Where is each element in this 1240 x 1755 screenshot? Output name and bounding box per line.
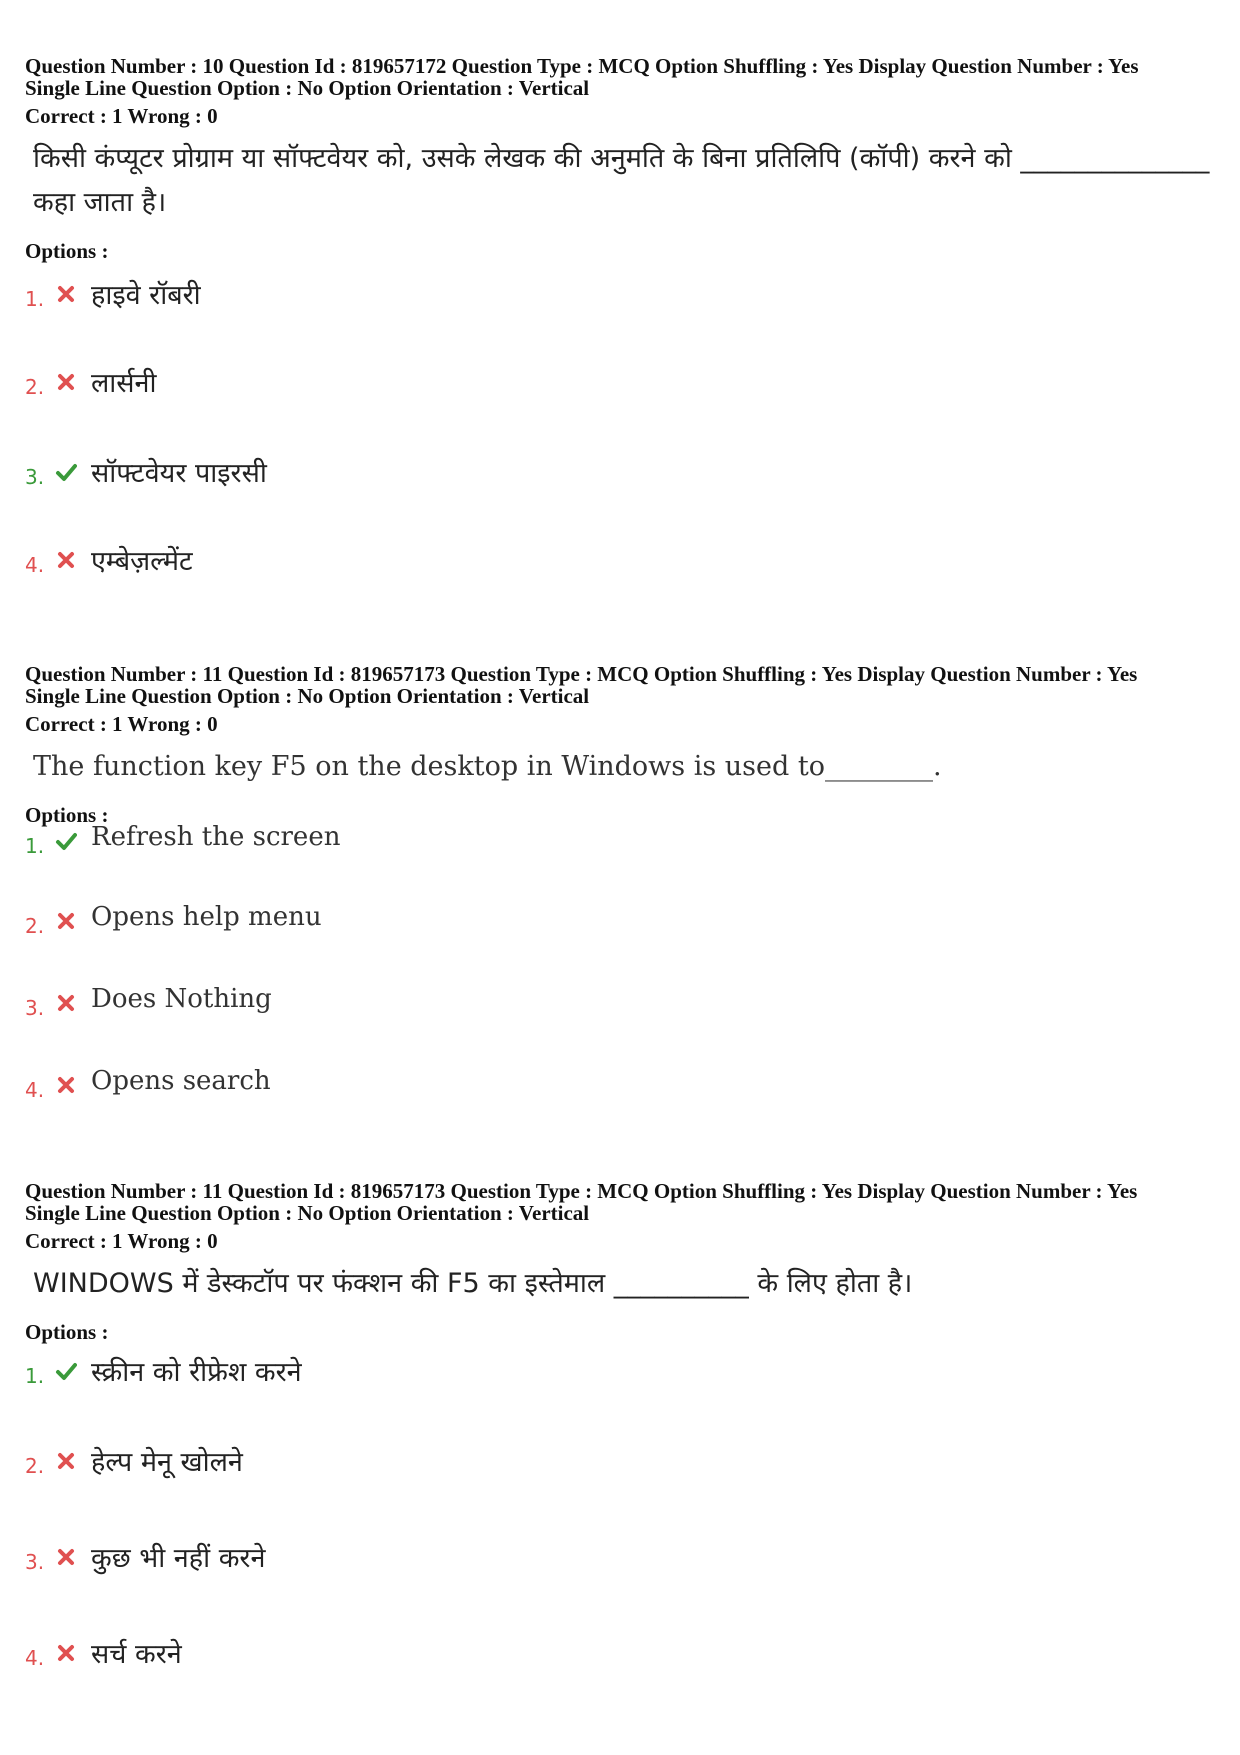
question-text: WINDOWS में डेस्कटॉप पर फंक्शन की F5 का इस्तेमाल __________ के लिए होता है। — [33, 1268, 913, 1299]
option-list-2 — [25, 822, 1215, 1122]
options-label: Options : — [25, 239, 109, 263]
options-label: Options : — [25, 803, 109, 827]
question-text: किसी कंप्यूटर प्रोग्राम या सॉफ्टवेयर को, उसके लेखक की अनुमति के बिना प्रतिलिपि (कॉपी) करने को ______________ कहा जाता है। — [33, 143, 1210, 218]
cross-icon — [55, 992, 77, 1014]
option-text: हेल्प मेनू खोलने — [91, 1447, 243, 1478]
option-text: सर्च करने — [91, 1639, 182, 1670]
question-meta-line2: Single Line Question Option : No Option Orientation : Vertical — [25, 76, 590, 100]
question-meta-line1: Question Number : 11 Question Id : 819657173 Question Type : MCQ Option Shuffling : Yes Display Question Number : Yes — [25, 662, 1138, 686]
option-number: 2. — [25, 375, 45, 399]
question-text: The function key F5 on the desktop in Windows is used to________. — [33, 751, 942, 782]
option-number: 4. — [25, 1646, 45, 1670]
question-meta-line2: Single Line Question Option : No Option Orientation : Vertical — [25, 1201, 590, 1225]
question-meta-line1: Question Number : 11 Question Id : 819657173 Question Type : MCQ Option Shuffling : Yes Display Question Number : Yes — [25, 1179, 1138, 1203]
option-number: 1. — [25, 287, 45, 311]
question-meta-line2: Single Line Question Option : No Option Orientation : Vertical — [25, 684, 590, 708]
check-icon — [55, 1360, 77, 1382]
question-block-2 — [25, 663, 1215, 828]
question-score: Correct : 1 Wrong : 0 — [25, 712, 218, 736]
options-label: Options : — [25, 1320, 109, 1344]
option-number: 3. — [25, 996, 45, 1020]
option-text: हाइवे रॉबरी — [91, 280, 201, 311]
check-icon — [55, 461, 77, 483]
option-list-3 — [25, 1352, 1215, 1682]
option-text: Refresh the screen — [91, 822, 341, 852]
cross-icon — [55, 910, 77, 932]
question-block-1 — [25, 55, 1215, 264]
option-text: Opens search — [91, 1066, 271, 1096]
option-number: 4. — [25, 553, 45, 577]
option-text: Does Nothing — [91, 984, 272, 1014]
option-number: 1. — [25, 1364, 45, 1388]
option-text: स्क्रीन को रीफ्रेश करने — [91, 1357, 302, 1388]
cross-icon — [55, 283, 77, 305]
option-number: 4. — [25, 1078, 45, 1102]
option-number: 3. — [25, 465, 45, 489]
option-text: लार्सनी — [91, 368, 157, 399]
cross-icon — [55, 1450, 77, 1472]
question-block-3 — [25, 1180, 1215, 1345]
cross-icon — [55, 549, 77, 571]
option-number: 2. — [25, 1454, 45, 1478]
option-text: कुछ भी नहीं करने — [91, 1543, 266, 1574]
option-text: Opens help menu — [91, 902, 322, 932]
question-score: Correct : 1 Wrong : 0 — [25, 1229, 218, 1253]
option-text: एम्बेज़ल्मेंट — [91, 546, 193, 577]
option-number: 3. — [25, 1550, 45, 1574]
option-text: सॉफ्टवेयर पाइरसी — [91, 458, 267, 489]
option-number: 2. — [25, 914, 45, 938]
cross-icon — [55, 1074, 77, 1096]
check-icon — [55, 830, 77, 852]
question-score: Correct : 1 Wrong : 0 — [25, 104, 218, 128]
cross-icon — [55, 1546, 77, 1568]
cross-icon — [55, 1642, 77, 1664]
cross-icon — [55, 371, 77, 393]
question-meta-line1: Question Number : 10 Question Id : 819657172 Question Type : MCQ Option Shuffling : Yes Display Question Number : Yes — [25, 54, 1139, 78]
option-list-1 — [25, 275, 1215, 595]
option-number: 1. — [25, 834, 45, 858]
